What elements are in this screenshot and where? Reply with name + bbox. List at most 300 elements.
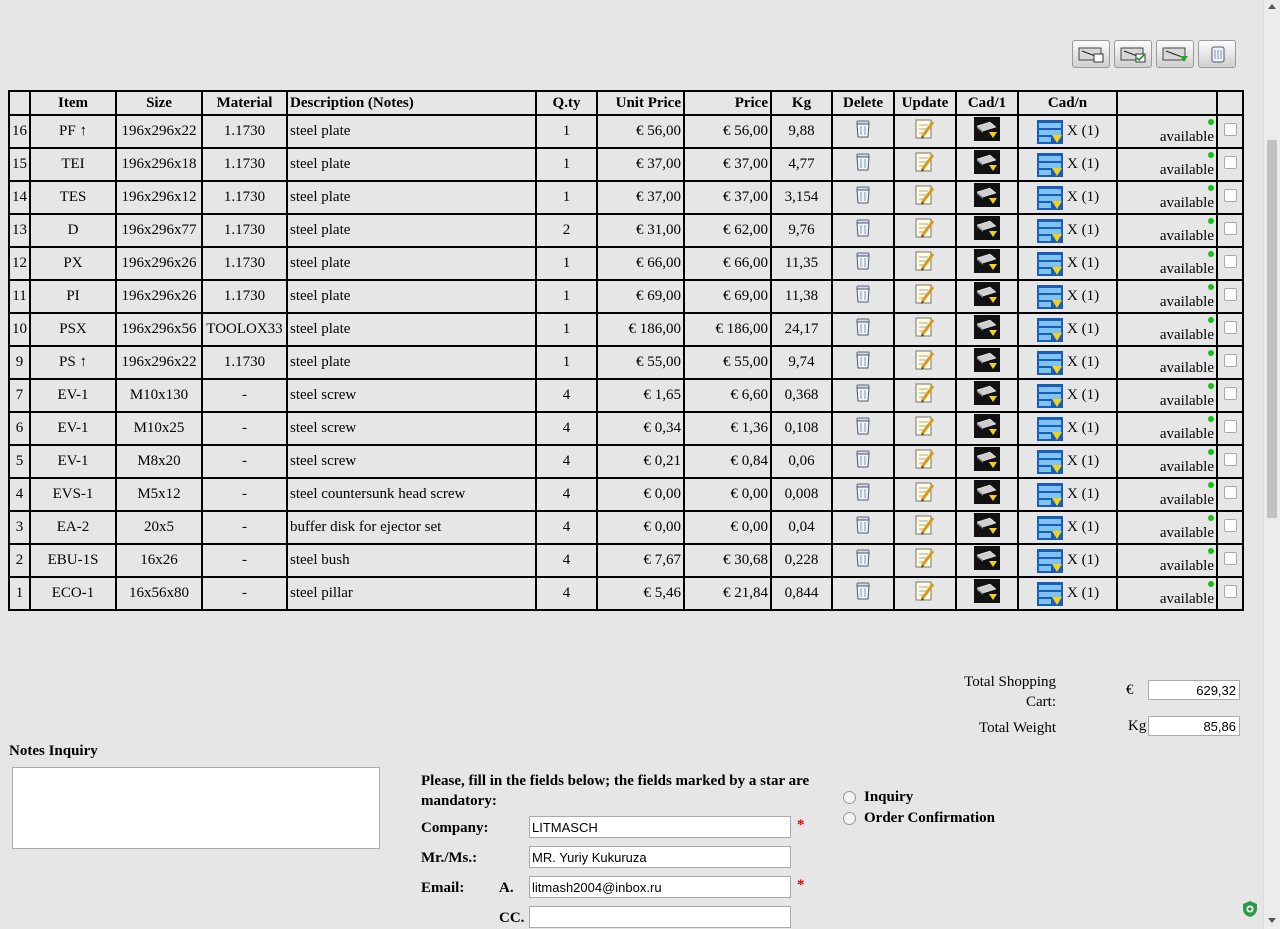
delete-button[interactable] (832, 181, 894, 214)
trash-icon (854, 482, 872, 502)
email-label: Email: (421, 879, 465, 896)
cad-download-icon (974, 117, 1000, 141)
cadn-download-button[interactable] (1018, 247, 1117, 280)
row-number: 4 (9, 478, 30, 511)
status-dot-icon (1208, 251, 1214, 257)
cc-field[interactable] (529, 906, 791, 928)
row-select-checkbox[interactable] (1217, 577, 1243, 610)
item-code: PI (30, 280, 116, 313)
item-weight: 9,74 (771, 346, 832, 379)
trash-icon (854, 449, 872, 469)
item-material: - (202, 445, 287, 478)
checkbox[interactable] (1224, 552, 1237, 565)
edit-icon (914, 514, 936, 536)
cadn-count: X (1) (1067, 255, 1100, 271)
cadn-download-button[interactable] (1018, 544, 1117, 577)
item-code: D (30, 214, 116, 247)
order-confirmation-radio[interactable] (843, 812, 856, 825)
row-select-checkbox[interactable] (1217, 214, 1243, 247)
cad1-download-button[interactable] (956, 280, 1018, 313)
item-qty: 1 (536, 280, 597, 313)
cadn-download-button[interactable] (1018, 214, 1117, 247)
item-size: 196x296x22 (116, 346, 202, 379)
download-cart-button[interactable] (1156, 40, 1194, 68)
cadn-download-button[interactable] (1018, 346, 1117, 379)
row-select-checkbox[interactable] (1217, 478, 1243, 511)
item-qty: 1 (536, 247, 597, 280)
cad-zip-icon (1037, 582, 1063, 606)
cad1-download-button[interactable] (956, 478, 1018, 511)
item-code: PX (30, 247, 116, 280)
row-number: 15 (9, 148, 30, 181)
print-cart-button[interactable] (1072, 40, 1110, 68)
item-unit-price: € 69,00 (597, 280, 684, 313)
row-select-checkbox[interactable] (1217, 115, 1243, 148)
item-weight: 0,844 (771, 577, 832, 610)
item-description: steel plate (287, 346, 536, 379)
cad-zip-icon (1037, 252, 1063, 276)
item-qty: 4 (536, 379, 597, 412)
col-delete: Delete (832, 91, 894, 115)
availability-status (1117, 445, 1217, 478)
cart-toolbar (1072, 40, 1236, 68)
edit-icon (914, 481, 936, 503)
availability-status (1117, 313, 1217, 346)
status-dot-icon (1208, 449, 1214, 455)
cad-download-icon (974, 315, 1000, 339)
row-number: 3 (9, 511, 30, 544)
trash-icon (854, 581, 872, 601)
cadn-download-button[interactable] (1018, 445, 1117, 478)
table-row (9, 577, 1243, 610)
cadn-download-button[interactable] (1018, 313, 1117, 346)
item-qty: 1 (536, 313, 597, 346)
cad1-download-button[interactable] (956, 511, 1018, 544)
item-material: 1.1730 (202, 214, 287, 247)
scroll-up-icon[interactable] (1268, 4, 1276, 9)
update-button[interactable] (894, 280, 956, 313)
row-number: 16 (9, 115, 30, 148)
item-qty: 4 (536, 478, 597, 511)
cad-download-icon (974, 546, 1000, 570)
cad-download-icon (974, 513, 1000, 537)
item-description: steel plate (287, 247, 536, 280)
empty-cart-icon (1202, 44, 1232, 64)
cad1-download-button[interactable] (956, 544, 1018, 577)
cad1-download-button[interactable] (956, 247, 1018, 280)
cad1-download-button[interactable] (956, 115, 1018, 148)
inquiry-label: Inquiry (864, 789, 914, 805)
item-material: - (202, 412, 287, 445)
update-button[interactable] (894, 379, 956, 412)
item-price: € 55,00 (684, 346, 771, 379)
edit-icon (914, 250, 936, 272)
item-description: steel plate (287, 115, 536, 148)
checkbox[interactable] (1224, 189, 1237, 202)
item-qty: 4 (536, 577, 597, 610)
delete-button[interactable] (832, 115, 894, 148)
cadn-count: X (1) (1067, 354, 1100, 370)
availability-status (1117, 148, 1217, 181)
row-number: 2 (9, 544, 30, 577)
availability-status (1117, 280, 1217, 313)
cadn-download-button[interactable] (1018, 148, 1117, 181)
row-select-checkbox[interactable] (1217, 445, 1243, 478)
item-size: 16x56x80 (116, 577, 202, 610)
total-weight-field[interactable]: 85,86 (1148, 716, 1240, 736)
table-row (9, 214, 1243, 247)
delete-button[interactable] (832, 544, 894, 577)
cadn-count: X (1) (1067, 552, 1100, 568)
cad1-download-button[interactable] (956, 313, 1018, 346)
item-unit-price: € 37,00 (597, 181, 684, 214)
trash-icon (854, 152, 872, 172)
cadn-download-button[interactable] (1018, 577, 1117, 610)
edit-icon (914, 118, 936, 140)
item-description: steel plate (287, 313, 536, 346)
status-dot-icon (1208, 185, 1214, 191)
checkbox[interactable] (1224, 486, 1237, 499)
edit-icon (914, 217, 936, 239)
item-code: PF ↑ (30, 115, 116, 148)
row-select-checkbox[interactable] (1217, 379, 1243, 412)
table-row (9, 511, 1243, 544)
update-button[interactable] (894, 412, 956, 445)
col-size: Size (116, 91, 202, 115)
cadn-count: X (1) (1067, 222, 1100, 238)
availability-status (1117, 478, 1217, 511)
item-weight: 0,368 (771, 379, 832, 412)
item-description: steel countersunk head screw (287, 478, 536, 511)
item-weight: 0,108 (771, 412, 832, 445)
item-code: ECO-1 (30, 577, 116, 610)
total-cart-label: Total Shopping Cart: (964, 674, 1056, 710)
item-unit-price: € 66,00 (597, 247, 684, 280)
cadn-download-button[interactable] (1018, 280, 1117, 313)
update-button[interactable] (894, 115, 956, 148)
order-confirmation-option[interactable] (843, 810, 995, 827)
row-select-checkbox[interactable] (1217, 544, 1243, 577)
item-unit-price: € 0,00 (597, 511, 684, 544)
cad1-download-button[interactable] (956, 445, 1018, 478)
status-dot-icon (1208, 416, 1214, 422)
item-weight: 9,88 (771, 115, 832, 148)
checkbox[interactable] (1224, 420, 1237, 433)
item-material: 1.1730 (202, 280, 287, 313)
item-code: EV-1 (30, 379, 116, 412)
item-price: € 30,68 (684, 544, 771, 577)
delete-button[interactable] (832, 511, 894, 544)
checkbox[interactable] (1224, 354, 1237, 367)
shield-extension-icon[interactable] (1242, 900, 1258, 918)
checkbox[interactable] (1224, 453, 1237, 466)
cadn-count: X (1) (1067, 123, 1100, 139)
update-button[interactable] (894, 214, 956, 247)
item-weight: 3,154 (771, 181, 832, 214)
item-code: EA-2 (30, 511, 116, 544)
status-dot-icon (1208, 317, 1214, 323)
delete-button[interactable] (832, 478, 894, 511)
trash-icon (854, 284, 872, 304)
item-unit-price: € 0,00 (597, 478, 684, 511)
item-description: steel plate (287, 214, 536, 247)
delete-button[interactable] (832, 379, 894, 412)
update-button[interactable] (894, 148, 956, 181)
item-weight: 0,06 (771, 445, 832, 478)
cad-zip-icon (1037, 153, 1063, 177)
trash-icon (854, 350, 872, 370)
company-field[interactable]: LITMASCH (529, 816, 791, 838)
status-text: available (1159, 426, 1214, 442)
status-text: available (1159, 294, 1214, 310)
name-label: Mr./Ms.: (421, 849, 478, 866)
cad-download-icon (974, 249, 1000, 273)
row-select-checkbox[interactable] (1217, 280, 1243, 313)
cad1-download-button[interactable] (956, 346, 1018, 379)
empty-cart-button[interactable] (1198, 40, 1236, 68)
row-select-checkbox[interactable] (1217, 181, 1243, 214)
cadn-count: X (1) (1067, 189, 1100, 205)
item-qty: 2 (536, 214, 597, 247)
status-dot-icon (1208, 218, 1214, 224)
item-size: M10x130 (116, 379, 202, 412)
scrollbar-thumb[interactable] (1267, 140, 1277, 518)
item-size: 196x296x26 (116, 247, 202, 280)
cad-download-icon (974, 282, 1000, 306)
cad1-download-button[interactable] (956, 148, 1018, 181)
row-number: 11 (9, 280, 30, 313)
cad-download-icon (974, 183, 1000, 207)
checkbox[interactable] (1224, 156, 1237, 169)
update-button[interactable] (894, 313, 956, 346)
table-row (9, 148, 1243, 181)
item-qty: 4 (536, 511, 597, 544)
status-dot-icon (1208, 515, 1214, 521)
item-unit-price: € 0,34 (597, 412, 684, 445)
scroll-down-icon[interactable] (1268, 918, 1276, 923)
item-size: 196x296x77 (116, 214, 202, 247)
delete-button[interactable] (832, 445, 894, 478)
table-row (9, 412, 1243, 445)
row-number: 1 (9, 577, 30, 610)
checkbox[interactable] (1224, 123, 1237, 136)
item-qty: 1 (536, 346, 597, 379)
delete-button[interactable] (832, 247, 894, 280)
item-code: PS ↑ (30, 346, 116, 379)
item-description: steel screw (287, 412, 536, 445)
col-item: Item (30, 91, 116, 115)
checkbox[interactable] (1224, 288, 1237, 301)
availability-status (1117, 511, 1217, 544)
checkbox[interactable] (1224, 519, 1237, 532)
cart-body (9, 115, 1243, 610)
cadn-count: X (1) (1067, 585, 1100, 601)
edit-icon (914, 316, 936, 338)
table-header-row (9, 91, 1243, 115)
trash-icon (854, 185, 872, 205)
update-button[interactable] (894, 511, 956, 544)
item-code: EV-1 (30, 445, 116, 478)
availability-status (1117, 412, 1217, 445)
update-button[interactable] (894, 478, 956, 511)
item-description: steel screw (287, 445, 536, 478)
availability-status (1117, 115, 1217, 148)
status-dot-icon (1208, 350, 1214, 356)
update-button[interactable] (894, 544, 956, 577)
edit-icon (914, 184, 936, 206)
item-code: TEI (30, 148, 116, 181)
checkbox[interactable] (1224, 255, 1237, 268)
trash-icon (854, 383, 872, 403)
totals-panel (930, 672, 1242, 758)
item-code: EV-1 (30, 412, 116, 445)
checkbox[interactable] (1224, 321, 1237, 334)
delete-button[interactable] (832, 577, 894, 610)
cadn-download-button[interactable] (1018, 379, 1117, 412)
item-size: M5x12 (116, 478, 202, 511)
order-confirmation-label: Order Confirmation (864, 810, 995, 826)
cad-zip-icon (1037, 120, 1063, 144)
contact-form (421, 771, 831, 926)
delete-button[interactable] (832, 214, 894, 247)
name-field[interactable]: MR. Yuriy Kukuruza (529, 846, 791, 868)
row-select-checkbox[interactable] (1217, 148, 1243, 181)
item-price: € 1,36 (684, 412, 771, 445)
item-size: 196x296x12 (116, 181, 202, 214)
update-button[interactable] (894, 445, 956, 478)
row-number: 7 (9, 379, 30, 412)
required-star: * (797, 817, 805, 833)
row-select-checkbox[interactable] (1217, 511, 1243, 544)
confirm-cart-button[interactable] (1114, 40, 1152, 68)
item-material: TOOLOX33 (202, 313, 287, 346)
status-text: available (1159, 459, 1214, 475)
status-dot-icon (1208, 548, 1214, 554)
item-material: 1.1730 (202, 148, 287, 181)
availability-status (1117, 379, 1217, 412)
update-button[interactable] (894, 181, 956, 214)
availability-status (1117, 346, 1217, 379)
col-price: Price (684, 91, 771, 115)
item-unit-price: € 55,00 (597, 346, 684, 379)
edit-icon (914, 151, 936, 173)
table-row (9, 115, 1243, 148)
edit-icon (914, 448, 936, 470)
item-size: 196x296x26 (116, 280, 202, 313)
email-field[interactable]: litmash2004@inbox.ru (529, 876, 791, 898)
cad-zip-icon (1037, 285, 1063, 309)
row-number: 10 (9, 313, 30, 346)
row-select-checkbox[interactable] (1217, 313, 1243, 346)
delete-button[interactable] (832, 280, 894, 313)
checkbox[interactable] (1224, 387, 1237, 400)
row-select-checkbox[interactable] (1217, 412, 1243, 445)
required-star: * (797, 877, 805, 893)
availability-status (1117, 181, 1217, 214)
company-label: Company: (421, 819, 489, 836)
total-cart-field[interactable]: 629,32 (1148, 680, 1240, 700)
item-material: 1.1730 (202, 247, 287, 280)
col-unit-price: Unit Price (597, 91, 684, 115)
item-material: - (202, 544, 287, 577)
cart-table (8, 90, 1244, 611)
item-weight: 9,76 (771, 214, 832, 247)
availability-status (1117, 247, 1217, 280)
checkbox[interactable] (1224, 222, 1237, 235)
inquiry-radio[interactable] (843, 791, 856, 804)
delete-button[interactable] (832, 412, 894, 445)
cadn-download-button[interactable] (1018, 511, 1117, 544)
cad-download-icon (974, 414, 1000, 438)
cad1-download-button[interactable] (956, 577, 1018, 610)
checkbox[interactable] (1224, 585, 1237, 598)
cad-download-icon (974, 381, 1000, 405)
row-select-checkbox[interactable] (1217, 247, 1243, 280)
item-price: € 69,00 (684, 280, 771, 313)
cad-zip-icon (1037, 549, 1063, 573)
item-unit-price: € 1,65 (597, 379, 684, 412)
cad-zip-icon (1037, 351, 1063, 375)
status-text: available (1159, 228, 1214, 244)
delete-button[interactable] (832, 346, 894, 379)
status-text: available (1159, 591, 1214, 607)
cad1-download-button[interactable] (956, 181, 1018, 214)
cad1-download-button[interactable] (956, 214, 1018, 247)
col-qty: Q.ty (536, 91, 597, 115)
update-button[interactable] (894, 247, 956, 280)
cad1-download-button[interactable] (956, 379, 1018, 412)
cadn-download-button[interactable] (1018, 115, 1117, 148)
edit-icon (914, 547, 936, 569)
item-unit-price: € 31,00 (597, 214, 684, 247)
update-button[interactable] (894, 346, 956, 379)
cadn-download-button[interactable] (1018, 412, 1117, 445)
notes-textarea[interactable] (12, 767, 380, 849)
col-cad1: Cad/1 (956, 91, 1018, 115)
edit-icon (914, 283, 936, 305)
delete-button[interactable] (832, 148, 894, 181)
print-cart-icon (1076, 44, 1106, 64)
status-dot-icon (1208, 284, 1214, 290)
update-button[interactable] (894, 577, 956, 610)
item-qty: 4 (536, 412, 597, 445)
item-qty: 1 (536, 115, 597, 148)
status-text: available (1159, 261, 1214, 277)
cc-label: CC. (499, 909, 525, 926)
cad-zip-icon (1037, 450, 1063, 474)
inquiry-option[interactable] (843, 789, 913, 806)
cadn-download-button[interactable] (1018, 478, 1117, 511)
cad1-download-button[interactable] (956, 412, 1018, 445)
cad-zip-icon (1037, 318, 1063, 342)
row-number: 9 (9, 346, 30, 379)
status-dot-icon (1208, 383, 1214, 389)
trash-icon (854, 317, 872, 337)
item-size: 196x296x18 (116, 148, 202, 181)
cadn-count: X (1) (1067, 486, 1100, 502)
table-row (9, 445, 1243, 478)
total-weight-unit: Kg (1128, 718, 1147, 734)
cadn-download-button[interactable] (1018, 181, 1117, 214)
item-size: 16x26 (116, 544, 202, 577)
delete-button[interactable] (832, 313, 894, 346)
item-unit-price: € 186,00 (597, 313, 684, 346)
cadn-count: X (1) (1067, 387, 1100, 403)
notes-label: Notes Inquiry (9, 743, 98, 759)
trash-icon (854, 251, 872, 271)
vertical-scrollbar[interactable] (1263, 0, 1280, 929)
row-select-checkbox[interactable] (1217, 346, 1243, 379)
